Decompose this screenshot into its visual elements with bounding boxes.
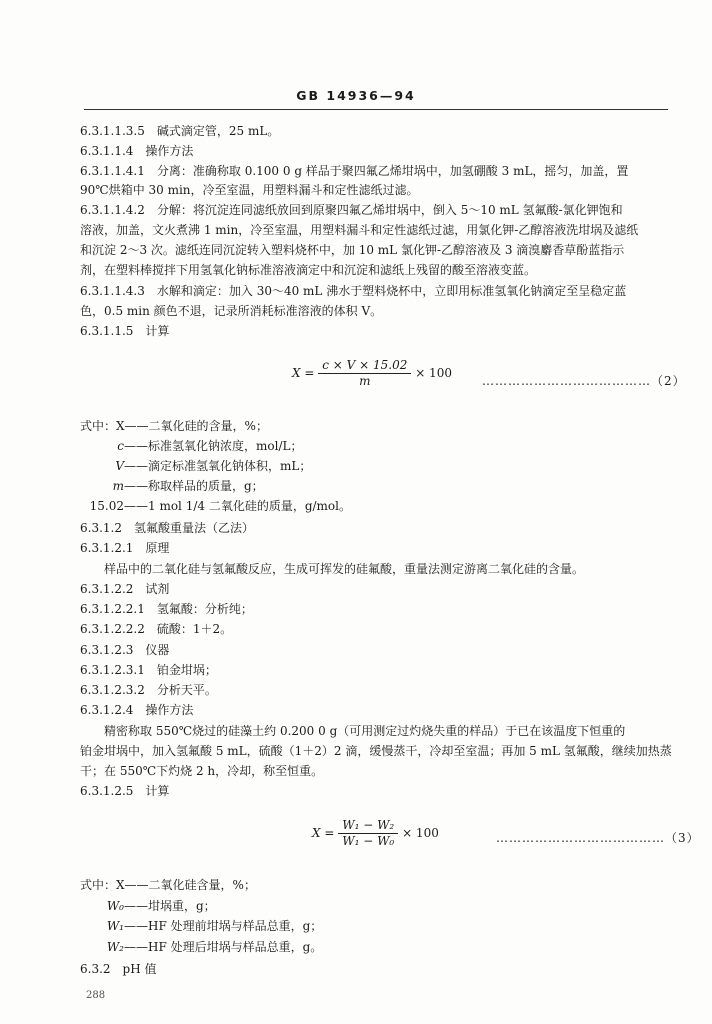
header-rule: [84, 109, 668, 110]
where-item: W₁——HF 处理前坩埚与样品总重，g；: [106, 919, 323, 933]
leader-dots: …………………………………（3）: [496, 831, 700, 845]
paragraph-line: 90℃烘箱中 30 min，冷至室温，用塑料漏斗和定性滤纸过滤。: [80, 183, 419, 197]
section-line: 6.3.1.2.5 计算: [80, 784, 170, 798]
section-line: 6.3.2 pH 值: [80, 962, 157, 976]
formula-tail: × 100: [402, 826, 439, 840]
section-line: 6.3.1.1.5 计算: [80, 324, 170, 338]
denominator: m: [359, 374, 371, 388]
equation-number: （2）: [651, 374, 686, 388]
section-line: 6.3.1.2.3.2 分析天平。: [80, 683, 217, 697]
paragraph-line: 干；在 550℃下灼烧 2 h，冷却，称至恒重。: [80, 764, 324, 778]
standard-header: GB 14936—94: [296, 88, 416, 103]
formula-lhs: X =: [312, 826, 335, 840]
numerator: c × V × 15.02: [318, 358, 411, 374]
where-item: m——称取样品的质量，g；: [112, 479, 264, 493]
where-item: W₂——HF 处理后坩埚与样品总重，g。: [106, 940, 323, 954]
where-item: c——标准氢氧化钠浓度，mol/L；: [117, 439, 303, 453]
section-line: 6.3.1.1.4 操作方法: [80, 144, 194, 158]
formula-tail: × 100: [415, 366, 452, 380]
section-line: 6.3.1.1.3.5 碱式滴定管，25 mL。: [80, 124, 280, 138]
formula-3: [312, 818, 439, 849]
paragraph-line: 精密称取 550℃烧过的硅藻土约 0.200 0 g（可用测定过灼烧失重的样品）于已在该温度下恒重的: [104, 724, 626, 738]
paragraph-line: 样品中的二氧化硅与氢氟酸反应，生成可挥发的硅氟酸，重量法测定游离二氧化硅的含量。: [104, 562, 585, 576]
section-line: 6.3.1.2.2.1 氢氟酸：分析纯；: [80, 602, 253, 616]
section-line: 6.3.1.1.4.2 分解：将沉淀连同滤纸放回到原聚四氟乙烯坩埚中，倒入 5～10 mL 氢氟酸-氯化钾饱和: [80, 203, 623, 217]
section-line: 6.3.1.1.4.3 水解和滴定：加入 30～40 mL 沸水于塑料烧杯中，立即用标准氢氧化钠滴定至呈稳定蓝: [80, 284, 627, 298]
where-item: 15.02——1 mol 1/4 二氧化硅的质量，g/mol。: [89, 499, 351, 513]
paragraph-line: 铂金坩埚中，加入氢氟酸 5 mL，硫酸（1＋2）2 滴，缓慢蒸干，冷却至室温；再加 5 mL 氢氟酸，继续加热蒸: [80, 744, 672, 758]
leader-dots: …………………………………（2）: [482, 374, 686, 388]
fraction: [318, 358, 411, 389]
fraction: [338, 818, 398, 849]
section-line: 6.3.1.1.4.1 分离：准确称取 0.100 0 g 样品于聚四氟乙烯坩埚中，加氢硼酸 3 mL，摇匀，加盖，置: [80, 164, 629, 178]
page-number: 288: [86, 990, 106, 1001]
paragraph-line: 剂，在塑料棒搅拌下用氢氧化钠标准溶液滴定中和沉淀和滤纸上残留的酸至溶液变蓝。: [80, 263, 537, 277]
section-line: 6.3.1.2.3 仪器: [80, 643, 170, 657]
equation-number: （3）: [665, 831, 700, 845]
section-line: 6.3.1.2.3.1 铂金坩埚；: [80, 663, 217, 677]
where-intro: 式中：X——二氧化硅含量，%；: [80, 878, 256, 892]
paragraph-line: 和沉淀 2～3 次。滤纸连同沉淀转入塑料烧杯中，加 10 mL 氯化钾-乙醇溶液及 3 滴溴麝香草酚蓝指示: [80, 243, 625, 257]
section-line: 6.3.1.2.2 试剂: [80, 582, 170, 596]
section-line: 6.3.1.2.4 操作方法: [80, 703, 194, 717]
section-line: 6.3.1.2.1 原理: [80, 541, 170, 555]
formula-2: [292, 358, 452, 389]
section-line: 6.3.1.2.2.2 硫酸：1＋2。: [80, 622, 233, 636]
paragraph-line: 溶液，加盖，文火煮沸 1 min，冷至室温，用塑料漏斗和定性滤纸过滤，用氯化钾-乙醇溶液洗坩埚及滤纸: [80, 223, 639, 237]
where-item: W₀——坩埚重，g；: [106, 899, 216, 913]
numerator: W₁ − W₂: [338, 818, 398, 834]
formula-lhs: X =: [292, 366, 315, 380]
where-intro: 式中：X——二氧化硅的含量，%；: [80, 419, 268, 433]
section-line: 6.3.1.2 氢氟酸重量法（乙法）: [80, 521, 254, 535]
denominator: W₁ − W₀: [342, 834, 395, 848]
paragraph-line: 色，0.5 min 颜色不退，记录所消耗标准溶液的体积 V。: [80, 304, 383, 318]
where-item: V——滴定标准氢氧化钠体积，mL；: [115, 459, 312, 473]
